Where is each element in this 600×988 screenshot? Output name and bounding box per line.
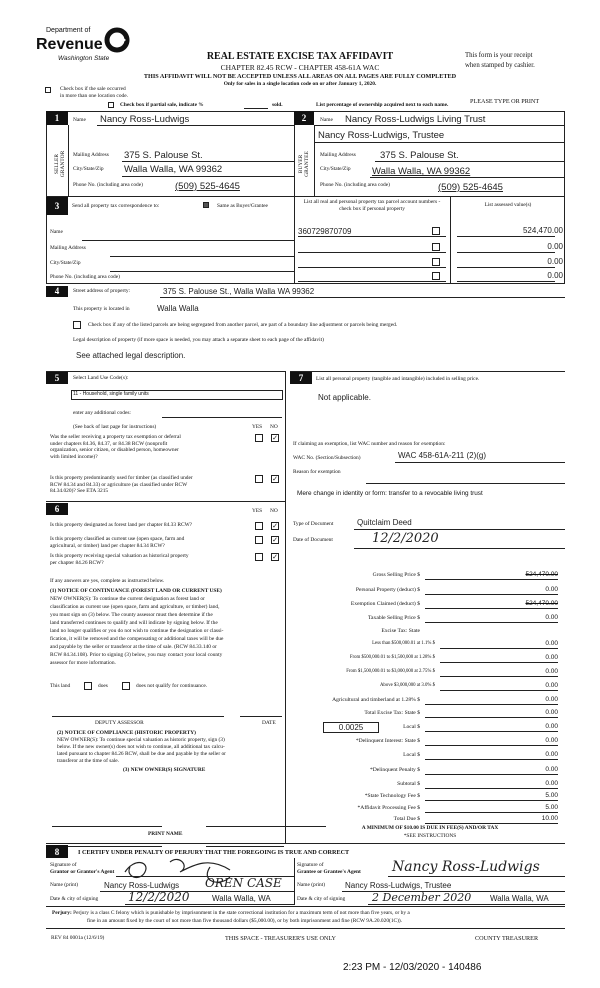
tax-row-line xyxy=(425,745,558,746)
assessed-line xyxy=(457,236,555,237)
tax-row-label: Taxable Selling Price $ xyxy=(368,615,420,621)
certify-statement: I CERTIFY UNDER PENALTY OF PERJURY THAT THE FOREGOING IS TRUE AND CORRECT xyxy=(78,849,350,856)
located-in-label: This property is located in xyxy=(73,306,130,312)
parcel-number-field[interactable]: 360729870709 xyxy=(298,227,352,236)
tax-row-line xyxy=(440,690,558,691)
grantee-date-field[interactable]: 2 December 2020 xyxy=(372,891,472,904)
sec6-q3-text: per chapter 84.26 RCW? xyxy=(50,559,104,566)
same-as-buyer-checkbox[interactable] xyxy=(203,202,209,208)
assessed-value-field[interactable]: 0.00 xyxy=(547,242,563,251)
tax-row-label: *Delinquent Interest: State $ xyxy=(355,738,420,744)
multi-location-label-1: Check box if the sale occurred xyxy=(60,86,126,92)
tax-row-label: *Affidavit Processing Fee $ xyxy=(357,805,420,811)
section-7-marker: 7 xyxy=(290,372,312,384)
section-2-marker: 2 xyxy=(294,111,314,125)
sec6-q3-text: Is this property receiving special valuation as historical property xyxy=(50,553,189,559)
buyer-phone-label: Phone No. (including area code) xyxy=(320,182,390,188)
new-owner-signature-line[interactable] xyxy=(52,826,162,827)
tax-row-label: Personal Property (deduct) $ xyxy=(355,587,420,593)
seller-side-label: SELLER GRANTOR xyxy=(54,150,66,178)
parcel-line xyxy=(298,281,446,282)
sec3-name-label: Name xyxy=(50,229,63,235)
grantee-signature[interactable]: Nancy Ross-Ludwigs xyxy=(392,859,540,875)
no-checkbox-checked[interactable]: ✓ xyxy=(272,553,278,561)
additional-codes-field[interactable] xyxy=(162,417,282,418)
buyer-phone-field[interactable]: (509) 525-4645 xyxy=(438,182,503,193)
no-checkbox-checked[interactable]: ✓ xyxy=(272,475,278,483)
tax-row-line xyxy=(425,788,558,789)
notice-2-line: NEW OWNER(S): To continue special valuation as historic property, sign (3) xyxy=(57,737,225,743)
notice-1-title: (1) NOTICE OF CONTINUANCE (FOREST LAND OR CURRENT USE) xyxy=(50,588,222,594)
land-use-label: Select Land Use Code(s): xyxy=(73,375,129,381)
additional-codes-label: enter any additional codes: xyxy=(73,410,131,416)
sec6-q2-text: Is this property classified as current use (open space, farm and xyxy=(50,536,185,542)
sec5-q1-text: with limited income)? xyxy=(50,453,98,460)
tax-row-line xyxy=(425,579,558,580)
tax-row-value[interactable]: 0.00 xyxy=(545,780,558,787)
partial-sale-label: Check box if partial sale, indicate % xyxy=(120,102,204,108)
sec3-mail-label: Mailing Address xyxy=(50,245,86,251)
personal-property-checkbox[interactable] xyxy=(432,258,440,266)
tax-row-line xyxy=(440,676,558,677)
street-address-label: Street address of property: xyxy=(73,288,131,294)
tax-row-label: Total Excise Tax: State $ xyxy=(364,710,420,716)
buyer-mail-label: Mailing Address xyxy=(320,152,356,158)
parcel-line xyxy=(298,267,446,268)
tax-row-value[interactable]: 0.00 xyxy=(545,737,558,744)
notice-1-line: classification as current use (open space, farm and agriculture, or timber) land, xyxy=(50,604,220,610)
tax-row-label: Subtotal $ xyxy=(397,781,420,787)
perjury-line-1 xyxy=(52,910,410,916)
sec5-q1-text: Was the seller receiving a property tax exemption or deferral xyxy=(50,434,181,440)
doc-date-field[interactable]: 12/2/2020 xyxy=(372,531,439,546)
notice-1-line: you must sign on (3) below. The county assessor must then determine if the xyxy=(50,612,213,618)
section-5-marker: 5 xyxy=(46,372,68,384)
personal-property-label: List all personal property (tangible and intangible) included in selling price. xyxy=(316,376,480,382)
personal-property-checkbox[interactable] xyxy=(432,243,440,251)
does-label: does xyxy=(98,683,108,689)
sec5-yes: YES xyxy=(252,424,263,430)
exemption-label: If claiming an exemption, list WAC number and reason for exemption: xyxy=(293,441,446,447)
seller-city-label: City/State/Zip xyxy=(73,166,104,172)
tax-row-line xyxy=(425,622,558,623)
tax-row-value[interactable]: 0.00 xyxy=(545,723,558,730)
notice-3-title: (3) NEW OWNER(S) SIGNATURE xyxy=(123,767,206,773)
assessor-date-line[interactable] xyxy=(240,716,282,717)
tax-row-label: *State Technology Fee $ xyxy=(364,793,420,799)
notice-1-line: RCW 84.34.108). Prior to signing (3) below, you may contact your local county xyxy=(50,652,223,658)
tax-row-line xyxy=(440,662,558,663)
tax-row-line xyxy=(425,812,558,813)
buyer-name-2-field[interactable]: Nancy Ross-Ludwigs, Trustee xyxy=(318,130,445,141)
tax-row-value[interactable]: 0.00 xyxy=(545,682,558,689)
grantor-sig-label-2: Grantor or Grantor's Agent xyxy=(50,869,115,875)
buyer-city-label: City/State/Zip xyxy=(320,166,351,172)
receipt-note-2: when stamped by cashier. xyxy=(465,62,535,69)
section-4-marker: 4 xyxy=(46,286,68,297)
tax-row-value[interactable]: 0.00 xyxy=(545,654,558,661)
tax-row-line xyxy=(440,648,558,649)
notice-1-line: land no longer qualifies or you do not wish to continue the designation or classi- xyxy=(50,628,224,634)
yes-checkbox[interactable] xyxy=(255,553,263,561)
tax-row-label: Above $3,000,000 at 3.0% $ xyxy=(379,683,435,688)
form-only-for: Only for sales in a single location code on or after January 1, 2020. xyxy=(223,81,377,87)
sec6-q2-text: agricultural, or timber) land per chapter 84.34 RCW? xyxy=(50,542,165,549)
sec6-no: NO xyxy=(270,508,278,514)
grantee-city-field[interactable]: Walla Walla, WA xyxy=(490,894,549,903)
buyer-city-field[interactable]: Walla Walla, WA 99362 xyxy=(372,166,471,177)
same-as-buyer-label: Same as Buyer/Grantee xyxy=(217,203,268,209)
grantor-sig-label-1: Signature of xyxy=(50,862,77,868)
treasurer-use-only: THIS SPACE - TREASURER'S USE ONLY xyxy=(225,935,337,942)
deputy-assessor-label: DEPUTY ASSESSOR xyxy=(95,720,144,726)
grantee-name-label: Name (print) xyxy=(297,882,325,888)
sec5-q1-text: organization, senior citizen, or disabled person, homeowner xyxy=(50,447,179,453)
buyer-mail-field[interactable]: 375 S. Palouse St. xyxy=(380,150,459,161)
tax-row-value[interactable]: 524,470.00 xyxy=(525,600,558,607)
partial-sale-checkbox[interactable] xyxy=(108,102,114,108)
see-instructions-note: *SEE INSTRUCTIONS xyxy=(403,833,457,839)
segregate-checkbox[interactable] xyxy=(73,321,81,329)
tax-row-value[interactable]: 5.00 xyxy=(545,792,558,799)
ownership-pct-label: List percentage of ownership acquired next to each name. xyxy=(316,102,449,108)
wac-label: WAC No. (Section/Subsection) xyxy=(293,455,361,461)
county-treasurer: COUNTY TREASURER xyxy=(475,935,539,942)
notice-1-line: fication, it will be removed and the compensating or additional taxes will be due xyxy=(50,636,224,642)
no-checkbox-checked[interactable]: ✓ xyxy=(272,536,278,544)
grantee-sig-label-1: Signature of xyxy=(297,862,324,868)
no-checkbox-checked[interactable]: ✓ xyxy=(272,522,278,530)
tax-row-line xyxy=(425,731,558,732)
grantor-name-field[interactable]: Nancy Ross-Ludwigs xyxy=(104,881,180,890)
send-correspondence-label: Send all property tax correspondence to: xyxy=(72,203,160,209)
sec6-q1-text: Is this property designated as forest land per chapter 84.33 RCW? xyxy=(50,522,193,528)
tax-row-value[interactable]: 0.00 xyxy=(545,696,558,703)
this-land-label: This land xyxy=(50,683,71,689)
form-warning: THIS AFFIDAVIT WILL NOT BE ACCEPTED UNLESS ALL AREAS ON ALL PAGES ARE FULLY COMPLETED xyxy=(143,73,457,80)
deputy-assessor-signature-line[interactable] xyxy=(52,716,224,717)
notice-1-line: and payable by the seller or transferor at the time of sale. (RCW 84.33.140 or xyxy=(50,644,217,650)
tax-row-label: Excise Tax: State xyxy=(381,628,420,634)
tax-row-value[interactable]: 0.00 xyxy=(545,586,558,593)
section-3-marker: 3 xyxy=(46,197,68,215)
minimum-due-note: A MINIMUM OF $10.00 IS DUE IN FEE(S) AND/OR TAX xyxy=(361,825,499,831)
located-in-field[interactable]: Walla Walla xyxy=(157,304,199,313)
personal-property-checkbox[interactable] xyxy=(432,227,440,235)
dor-logo xyxy=(36,27,131,69)
sec5-q2-text: Is this property predominantly used for timber (as classified under xyxy=(50,475,193,481)
street-address-field[interactable]: 375 S. Palouse St., Walla Walla WA 99362 xyxy=(163,287,315,296)
perjury-bold: Perjury: xyxy=(52,910,72,916)
tax-row-line xyxy=(425,704,558,705)
yes-checkbox[interactable] xyxy=(255,434,263,442)
buyer-name-field[interactable]: Nancy Ross-Ludwigs Living Trust xyxy=(345,114,486,125)
date-label: DATE xyxy=(262,720,276,726)
tax-row-value[interactable]: 0.00 xyxy=(545,766,558,773)
tax-row-label: Agricultural and timberland at 1.28% $ xyxy=(332,697,420,703)
assessed-header: List assessed value(s) xyxy=(484,202,532,208)
personal-property-checkbox[interactable] xyxy=(432,272,440,280)
assessed-value-field[interactable]: 524,470.00 xyxy=(522,226,563,235)
land-does-not-checkbox[interactable] xyxy=(122,682,130,690)
land-use-value: 11 - Household, single family units xyxy=(73,391,149,397)
multi-location-checkbox[interactable] xyxy=(45,87,51,93)
tax-row-label: Local $ xyxy=(403,752,420,758)
rev-number: REV 84 0001a (12/6/19) xyxy=(51,935,105,941)
tax-row-label: *Delinquent Penalty $ xyxy=(369,767,420,773)
assessed-value-field[interactable]: 0.00 xyxy=(547,257,563,266)
reason-label: Reason for exemption xyxy=(293,469,341,475)
seller-name-field[interactable]: Nancy Ross-Ludwigs xyxy=(100,114,190,125)
buyer-side-label: BUYER GRANTEE xyxy=(298,151,310,177)
no-checkbox-checked[interactable]: ✓ xyxy=(272,434,278,442)
receipt-note-1: This form is your receipt xyxy=(465,52,533,59)
notice-2-line: below. If the new owner(s) does not wish to continue, all additional tax calcu- xyxy=(57,744,225,750)
assessed-value-field[interactable]: 0.00 xyxy=(547,271,563,280)
tax-row-line xyxy=(425,608,558,609)
grantor-city-field[interactable]: Walla Walla, WA xyxy=(212,894,271,903)
tax-row-line xyxy=(425,823,558,824)
legal-description-label: Legal description of property (if more space is needed, you may attach a separate sheet to each page of the affidavit) xyxy=(73,337,324,343)
parcel-line xyxy=(298,236,446,237)
sec3-city-label: City/State/Zip xyxy=(50,260,81,266)
tax-row-line xyxy=(425,594,558,595)
tax-row-value[interactable]: 0.00 xyxy=(545,668,558,675)
sec5-q2-text: 84.34.020)? See ETA 3215 xyxy=(50,488,109,494)
segregate-label: Check box if any of the listed parcels are being segregated from another parcel, are part of a boundary line adjustment or parcels being merged. xyxy=(88,322,398,328)
yes-checkbox[interactable] xyxy=(255,536,263,544)
notice-2-line: lated pursuant to chapter 84.26 RCW, shall be due and payable by the seller or xyxy=(57,751,226,757)
dor-swoosh-icon xyxy=(104,27,130,53)
doc-type-label: Type of Document xyxy=(293,521,334,527)
sec5-q1-text: under chapters 84.36, 84.37, or 84.38 RCW (nonprofit xyxy=(50,440,168,447)
print-name-label: PRINT NAME xyxy=(148,831,183,837)
multi-location-label-2: in more than one location code. xyxy=(60,93,128,99)
form-title: REAL ESTATE EXCISE TAX AFFIDAVIT xyxy=(206,51,394,62)
tax-row-value[interactable]: 524,470.00 xyxy=(525,571,558,578)
wac-field[interactable]: WAC 458-61A-211 (2)(g) xyxy=(398,451,487,460)
tax-row-line xyxy=(425,800,558,801)
notice-1-line: NEW OWNER(S): To continue the current designation as forest land or xyxy=(50,596,205,602)
tax-row-value[interactable]: 0.00 xyxy=(545,640,558,647)
yes-checkbox[interactable] xyxy=(255,522,263,530)
yes-checkbox[interactable] xyxy=(255,475,263,483)
personal-property-field[interactable]: Not applicable. xyxy=(318,393,371,402)
tax-row-line xyxy=(425,717,558,718)
assessed-line xyxy=(457,281,555,282)
buyer-name-label: Name xyxy=(320,117,333,123)
section-8-marker: 8 xyxy=(46,845,68,858)
grantor-date-label: Date & city of signing xyxy=(50,896,99,902)
section-6-marker: 6 xyxy=(46,503,68,515)
notice-1-line: land transferred continues to qualify and will indicate by signing below. If the xyxy=(50,620,218,626)
local-rate-field[interactable]: 0.0025 xyxy=(323,722,379,733)
assessed-line xyxy=(457,267,555,268)
logo-sub-text: Washington State xyxy=(58,55,110,62)
seller-mail-field[interactable]: 375 S. Palouse St. xyxy=(124,150,203,161)
notice-2-title: (2) NOTICE OF COMPLIANCE (HISTORIC PROPERTY) xyxy=(57,730,196,736)
does-not-label: does not qualify for continuance. xyxy=(136,683,208,689)
seller-name-label: Name xyxy=(73,117,86,123)
perjury-text-1: Perjury is a class C felony which is punishable by imprisonment in the state correctional institution for a maximum term of not more than five years, or by a xyxy=(73,910,410,916)
sec5-no: NO xyxy=(270,424,278,430)
land-does-checkbox[interactable] xyxy=(84,682,92,690)
parcel-line xyxy=(298,252,446,253)
tax-row-label: Gross Selling Price $ xyxy=(372,572,420,578)
seller-phone-field[interactable]: (509) 525-4645 xyxy=(175,181,240,192)
grantee-date-label: Date & city of signing xyxy=(297,896,346,902)
sec6-yes: YES xyxy=(252,508,263,514)
logo-main-text: Revenue xyxy=(36,36,103,53)
parcel-header: List all real and personal property tax parcel account numbers - check box if personal property xyxy=(303,199,441,212)
tax-row-value[interactable]: 0.00 xyxy=(545,709,558,716)
grantor-date-field[interactable]: 12/2/2020 xyxy=(128,890,190,904)
logo-top-text: Department of xyxy=(46,27,91,34)
please-type-print: PLEASE TYPE OR PRINT xyxy=(470,98,540,105)
doc-type-field[interactable]: Quitclaim Deed xyxy=(357,518,412,527)
tax-row-line xyxy=(425,759,558,760)
see-back-label: (See back of last page for instructions) xyxy=(73,424,157,430)
tax-row-value[interactable]: 10.00 xyxy=(541,815,558,822)
tax-row-line xyxy=(425,774,558,775)
reason-field[interactable]: Mere change in identity or form: transfer to a revocable living trust xyxy=(297,490,483,497)
perjury-text-2: fine in an amount fixed by the court of not more than five thousand dollars ($5,000.00), or by both imprisonment and fine (RCW 9A.20.020(1C)). xyxy=(87,918,403,924)
tax-row-label: From $1,500,000.01 to $3,000,000 at 2.75% $ xyxy=(346,669,435,674)
grantor-name-label: Name (print) xyxy=(50,882,78,888)
assessed-line xyxy=(457,252,555,253)
tax-row-value[interactable]: 5.00 xyxy=(545,804,558,811)
legal-description-field[interactable]: See attached legal description. xyxy=(76,351,186,360)
tax-row-label: Exemption Claimed (deduct) $ xyxy=(350,601,420,607)
sold-label: sold. xyxy=(272,102,283,108)
grantee-name-field[interactable]: Nancy Ross-Ludwigs, Trustee xyxy=(345,881,452,890)
notice-1-line: assessor for more information. xyxy=(50,660,116,666)
tax-row-label: From $500,000.01 to $1,500,000 at 1.28% $ xyxy=(349,655,435,660)
tax-row-label: Local $ xyxy=(403,724,420,730)
doc-date-label: Date of Document xyxy=(293,537,333,543)
grantee-sig-label-2: Grantee or Grantee's Agent xyxy=(297,869,361,875)
notice-2-line: transferor at the time of sale. xyxy=(57,758,119,764)
sec3-phone-label: Phone No. (including area code) xyxy=(50,274,120,280)
tax-row-value[interactable]: 0.00 xyxy=(545,614,558,621)
seller-city-field[interactable]: Walla Walla, WA 99362 xyxy=(124,164,223,175)
form-chapter: CHAPTER 82.45 RCW - CHAPTER 458-61A WAC xyxy=(220,63,380,72)
if-yes-label: If any answers are yes, complete as instructed below. xyxy=(50,578,165,584)
tax-row-label: Total Due $ xyxy=(393,816,420,822)
tax-row-label: Less than $500,000.01 at 1.1% $ xyxy=(372,641,435,646)
seller-mail-label: Mailing Address xyxy=(73,152,109,158)
grantor-note: OREN CASE xyxy=(205,876,282,890)
section-1-marker: 1 xyxy=(46,111,68,125)
seller-phone-label: Phone No. (including area code) xyxy=(73,182,143,188)
sec5-q2-text: RCW 84.34 and 84.33) or agriculture (as classified under RCW xyxy=(50,481,188,488)
tax-row-value[interactable]: 0.00 xyxy=(545,751,558,758)
receipt-timestamp: 2:23 PM - 12/03/2020 - 140486 xyxy=(343,962,482,973)
